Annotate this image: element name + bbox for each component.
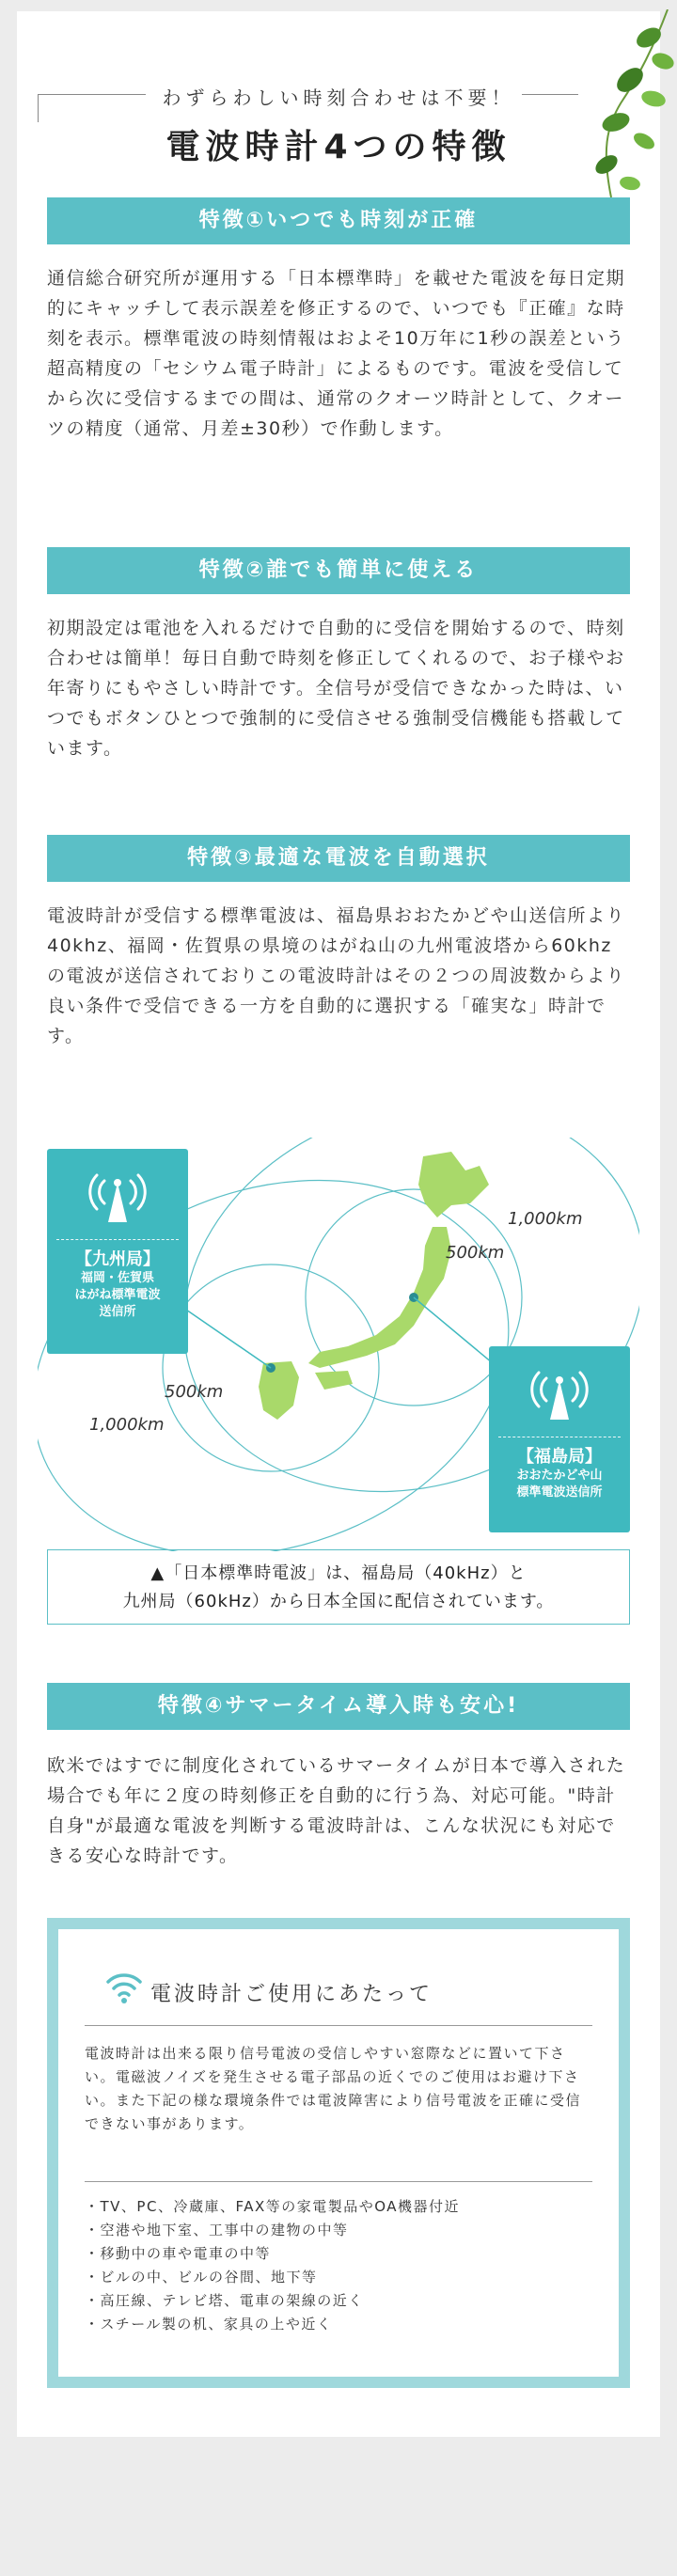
list-item: ・空港や地下室、工事中の建物の中等 <box>85 2222 349 2238</box>
feature-3-body: 電波時計が受信する標準電波は、福島県おおたかどや山送信所より40khz、福岡・佐賀県の県境のはがね山の九州電波塔から60khzの電波が送信されておりこの電波時計はその２つの周波数からより良い条件で受信できる一方を自動的に選択する「確実な」時計です。 <box>47 905 626 1046</box>
notice-divider-top <box>85 2025 592 2026</box>
feature-3-heading: 特徴③最適な電波を自動選択 <box>47 835 630 882</box>
radio-tower-icon <box>80 1154 155 1230</box>
ivy-leaves-icon <box>564 9 677 207</box>
km-label-west-1000: 1,000km <box>89 1415 165 1435</box>
kyushu-station-addr-1: 福岡・佐賀県 <box>80 1271 154 1285</box>
header-subtitle: わずらわしい時刻合わせは不要！ <box>162 86 515 109</box>
feature-1-heading: 特徴①いつでも時刻が正確 <box>47 197 630 244</box>
km-label-west-500: 500km <box>165 1382 224 1402</box>
notice-title: 電波時計ご使用にあたって <box>150 1983 433 2006</box>
notice-divider-middle <box>85 2181 592 2182</box>
kyushu-station-name: 【九州局】 <box>75 1249 160 1269</box>
kyushu-station-addr-3: 送信所 <box>99 1305 136 1319</box>
japan-land <box>259 1152 489 1420</box>
fukushima-station-box <box>489 1346 630 1532</box>
km-label-east-1000: 1,000km <box>508 1209 583 1229</box>
km-label-east-500: 500km <box>446 1243 505 1263</box>
list-item: ・ビルの中、ビルの谷間、地下等 <box>85 2269 318 2285</box>
feature-4-body: 欧米ではすでに制度化されているサマータイムが日本で導入された場合でも年に２度の時刻修正を自動的に行う為、対応可能。"時計自身"が最適な電波を判断する電波時計は、こんな状況にも対応できる安心な時計です。 <box>47 1755 626 1866</box>
list-item: ・移動中の車や電車の中等 <box>85 2245 272 2262</box>
notice-list <box>85 2195 592 2336</box>
notice-body: 電波時計は出来る限り信号電波の受信しやすい窓際などに置いて下さい。電磁波ノイズを発生させる電子部品の近くでのご使用はお避け下さい。また下記の様な環境条件では電波障害により信号電波を正確に受信できない事があります。 <box>85 2045 582 2132</box>
feature-2-body: 初期設定は電池を入れるだけで自動的に受信を開始するので、時刻合わせは簡単！毎日自動で時刻を修正してくれるので、お子様やお年寄りにもやさしい時計です。全信号が受信できなかった時は、いつでもボタンひとつで強制的に受信させる強制受信機能も搭載しています。 <box>47 618 625 759</box>
list-item: ・スチール製の机、家具の上や近く <box>85 2316 333 2333</box>
map-caption-line-2: 九州局（60kHz）から日本全国に配信されています。 <box>122 1592 555 1611</box>
feature-4-heading: 特徴④サマータイム導入時も安心! <box>47 1683 630 1730</box>
wifi-icon <box>105 1971 143 2004</box>
map-caption-line-1: ▲「日本標準時電波」は、福島局（40kHz）と <box>150 1563 527 1583</box>
list-item: ・TV、PC、冷蔵庫、FAX等の家電製品やOA機器付近 <box>85 2198 461 2215</box>
list-item: ・高圧線、テレビ塔、電車の架線の近く <box>85 2292 364 2309</box>
radio-tower-icon <box>522 1352 597 1427</box>
fukushima-station-name: 【福島局】 <box>517 1447 602 1467</box>
map-caption <box>47 1549 630 1625</box>
kyushu-station-box <box>47 1149 188 1354</box>
fukushima-station-addr-1: おおたかどや山 <box>516 1469 603 1483</box>
page-title: 電波時計4つの特徴 <box>165 128 512 166</box>
feature-1-body: 通信総合研究所が運用する「日本標準時」を載せた電波を毎日定期的にキャッチして表示誤差を修正するので、いつでも『正確』な時刻を表示。標準電波の時刻情報はおよそ10万年に1秒の誤差という超高精度の「セシウム電子時計」によるものです。電波を受信してから次に受信するまでの間は、通常のクオーツ時計として、クオーツの精度（通常、月差±30秒）で作動します。 <box>47 268 626 439</box>
fukushima-station-addr-2: 標準電波送信所 <box>516 1485 603 1500</box>
kyushu-station-addr-2: はがね標準電波 <box>74 1288 161 1302</box>
feature-2-heading: 特徴②誰でも簡単に使える <box>47 547 630 594</box>
